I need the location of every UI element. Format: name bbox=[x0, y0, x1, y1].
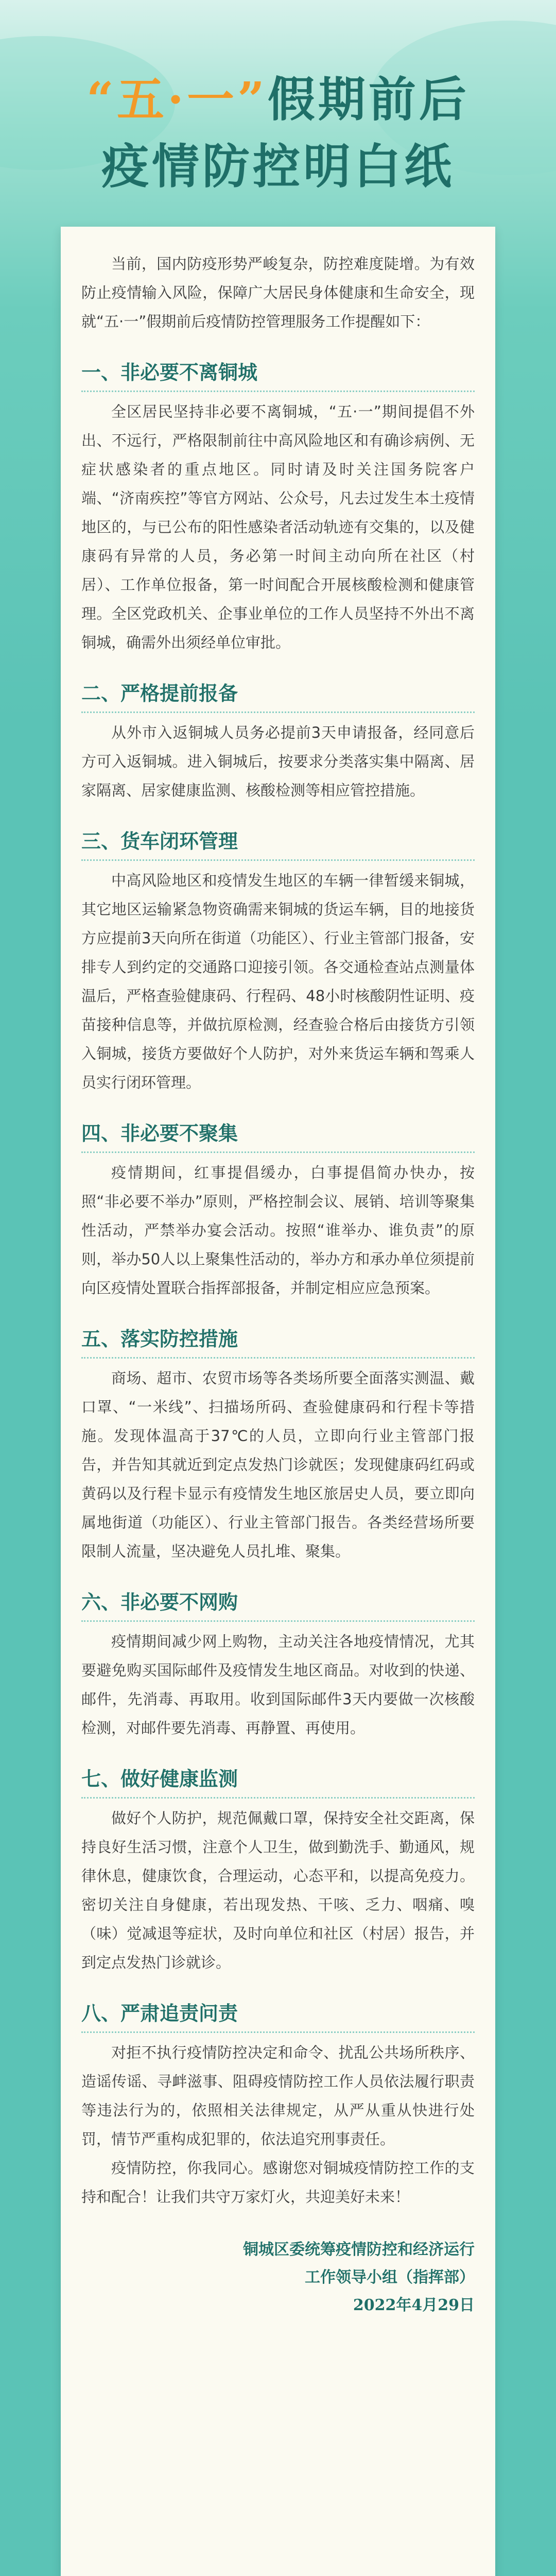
section-8 bbox=[81, 1997, 475, 2211]
section-4 bbox=[81, 1117, 475, 1302]
title-quote: “五·一” bbox=[86, 72, 268, 127]
section-heading: 三、货车闭环管理 bbox=[81, 825, 475, 854]
section-6 bbox=[81, 1586, 475, 1742]
section-heading: 二、严格提前报备 bbox=[81, 677, 475, 706]
section-paragraph: 做好个人防护，规范佩戴口罩，保持安全社交距离，保持良好生活习惯，注意个人卫生，做到勤洗手、勤通风，规律休息，健康饮食，合理运动，心态平和，以提高免疫力。密切关注自身健康，若出现发热、干咳、乏力、咽痛、嗅（味）觉减退等症状，及时向单位和社区（村居）报告，并到定点发热门诊就诊。 bbox=[81, 1809, 475, 1971]
section-heading: 七、做好健康监测 bbox=[81, 1763, 475, 1791]
page-title-line1 bbox=[0, 62, 556, 130]
section-paragraph: 中高风险地区和疫情发生地区的车辆一律暂缓来铜城，其它地区运输紧急物资确需来铜城的货运车辆，目的地接货方应提前3天向所在街道（功能区）、行业主管部门报备，安排专人到约定的交通路口迎接引领。各交通检查站点测量体温后，严格查验健康码、行程码、48小时核酸阴性证明、疫苗接种信息等，并做抗原检测，经查验合格后由接货方引领入铜城，接货方要做好个人防护，对外来货运车辆和驾乘人员实行闭环管理。 bbox=[81, 872, 475, 1091]
signature bbox=[81, 2236, 475, 2319]
section-heading: 五、落实防控措施 bbox=[81, 1323, 475, 1351]
section-paragraph: 对拒不执行疫情防控决定和命令、扰乱公共场所秩序、造谣传谣、寻衅滋事、阻碍疫情防控工作人员依法履行职责等违法行为的，依照相关法律规定，从严从重从快进行处罚，情节严重构成犯罪的，依法追究刑事责任。 bbox=[81, 2044, 475, 2148]
notice-content bbox=[81, 249, 475, 2319]
section-heading: 一、非必要不离铜城 bbox=[81, 357, 475, 385]
section-heading: 六、非必要不网购 bbox=[81, 1586, 475, 1615]
section-2 bbox=[81, 677, 475, 805]
section-paragraph: 全区居民坚持非必要不离铜城，“五·一”期间提倡不外出、不远行，严格限制前往中高风险地区和有确诊病例、无症状感染者的重点地区。同时请及时关注国务院客户端、“济南疾控”等官方网站、公众号，凡去过发生本土疫情地区的，与已公布的阳性感染者活动轨迹有交集的，以及健康码有异常的人员，务必第一时间主动向所在社区（村居）、工作单位报备，第一时间配合开展核酸检测和健康管理。全区党政机关、企事业单位的工作人员坚持不外出不离铜城，确需外出须经单位审批。 bbox=[81, 403, 475, 651]
section-heading: 四、非必要不聚集 bbox=[81, 1117, 475, 1146]
signature-org-line2: 工作领导小组（指挥部） bbox=[305, 2268, 475, 2286]
closing-paragraph: 疫情防控，你我同心。感谢您对铜城疫情防控工作的支持和配合！让我们共守万家灯火，共迎美好未来！ bbox=[81, 2159, 475, 2206]
section-3 bbox=[81, 825, 475, 1097]
section-paragraph: 疫情期间减少网上购物，主动关注各地疫情情况，尤其要避免购买国际邮件及疫情发生地区商品。对收到的快递、邮件，先消毒、再取用。收到国际邮件3天内要做一次核酸检测，对邮件要先消毒、再静置、再使用。 bbox=[81, 1633, 475, 1737]
section-heading: 八、严肃追责问责 bbox=[81, 1997, 475, 2026]
section-5 bbox=[81, 1323, 475, 1566]
section-paragraph: 商场、超市、农贸市场等各类场所要全面落实测温、戴口罩、“一米线”、扫描场所码、查验健康码和行程卡等措施。发现体温高于37℃的人员，立即向行业主管部门报告，并告知其就近到定点发热门诊就医；发现健康码红码或黄码以及行程卡显示有疫情发生地区旅居史人员，要立即向属地街道（功能区）、行业主管部门报告。各类经营场所要限制人流量，坚决避免人员扎堆、聚集。 bbox=[81, 1369, 475, 1560]
section-1 bbox=[81, 357, 475, 657]
notice-paper bbox=[61, 227, 495, 2576]
title-rest: 假期前后 bbox=[267, 72, 470, 127]
section-paragraph: 从外市入返铜城人员务必提前3天申请报备，经同意后方可入返铜城。进入铜城后，按要求分类落实集中隔离、居家隔离、居家健康监测、核酸检测等相应管控措施。 bbox=[81, 724, 475, 799]
section-7 bbox=[81, 1763, 475, 1977]
page-title-line2: 疫情防控明白纸 bbox=[101, 139, 455, 194]
signature-org-line1: 铜城区委统筹疫情防控和经济运行 bbox=[243, 2241, 475, 2259]
intro-paragraph: 当前，国内防疫形势严峻复杂，防控难度陡增。为有效防止疫情输入风险，保障广大居民身体健康和生命安全，现就“五·一”假期前后疫情防控管理服务工作提醒如下： bbox=[81, 255, 475, 330]
section-paragraph: 疫情期间，红事提倡缓办，白事提倡简办快办，按照“非必要不举办”原则，严格控制会议、展销、培训等聚集性活动，严禁举办宴会活动。按照“谁举办、谁负责”的原则，举办50人以上聚集性活动的，举办方和承办单位须提前向区疫情处置联合指挥部报备，并制定相应应急预案。 bbox=[81, 1164, 475, 1297]
signature-date: 2022年4月29日 bbox=[353, 2296, 475, 2314]
